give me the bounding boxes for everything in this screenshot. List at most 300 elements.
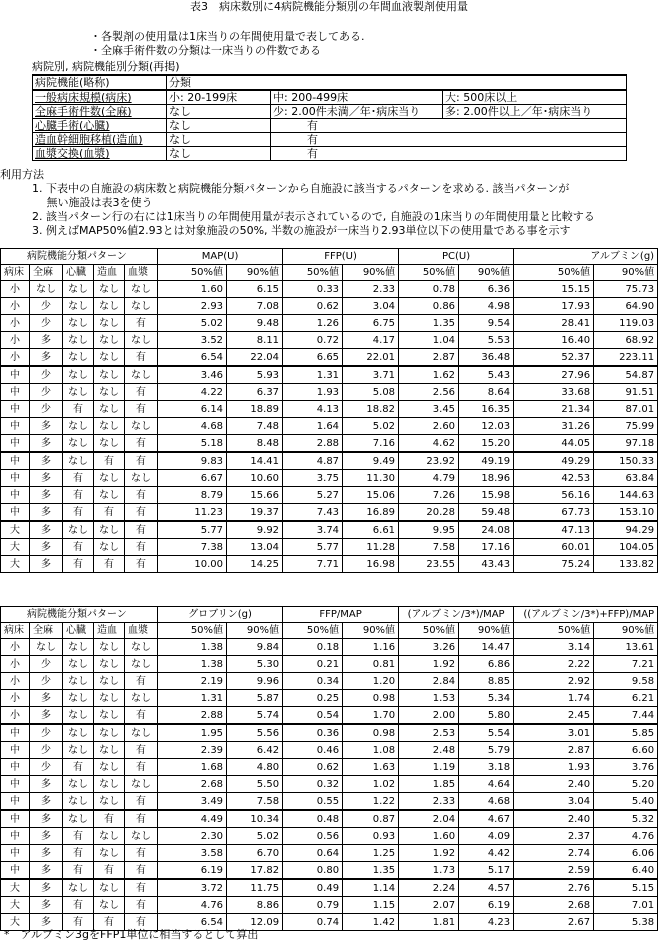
pattern-cell: 中 (1, 401, 30, 418)
value-cell: 1.31 (283, 366, 343, 384)
pattern-cell: 有 (63, 487, 94, 504)
value-cell: 3.74 (283, 521, 343, 539)
pattern-cell: 有 (125, 914, 158, 931)
pattern-cell: なし (63, 349, 94, 367)
value-cell: 0.93 (343, 828, 399, 845)
pattern-cell: なし (125, 724, 158, 742)
pattern-cell: 多 (30, 793, 63, 811)
value-cell: 1.62 (399, 366, 459, 384)
measure-header: MAP(U) (158, 249, 283, 265)
value-cell: 1.15 (343, 897, 399, 914)
value-cell: 59.48 (459, 504, 514, 522)
pattern-header: 病床 (1, 623, 30, 639)
value-cell: 0.32 (283, 776, 343, 793)
value-cell: 15.98 (459, 487, 514, 504)
value-cell: 6.60 (594, 742, 658, 759)
value-cell: 2.84 (399, 673, 459, 690)
value-cell: 1.63 (343, 759, 399, 776)
pattern-header: 心臓 (63, 623, 94, 639)
pattern-cell: 有 (125, 845, 158, 862)
percentile-header: 90%値 (594, 265, 658, 281)
pattern-cell: 中 (1, 384, 30, 401)
value-cell: 0.33 (283, 281, 343, 298)
value-cell: 5.87 (227, 690, 283, 707)
value-cell: 2.68 (514, 897, 594, 914)
value-cell: 1.19 (399, 759, 459, 776)
usage-item: 2. 該当パターン行の右には1床当りの年間使用量が表示されているので, 自施設の1床当りの年間使用量と比較する (32, 210, 595, 223)
value-cell: 2.67 (514, 914, 594, 931)
pattern-cell: なし (94, 521, 125, 539)
pattern-cell: 大 (1, 897, 30, 914)
pattern-cell: なし (63, 452, 94, 470)
value-cell: 1.25 (343, 845, 399, 862)
value-cell: 2.40 (514, 810, 594, 828)
value-cell: 63.84 (594, 470, 658, 487)
value-cell: 49.19 (459, 452, 514, 470)
pattern-cell: 有 (125, 810, 158, 828)
pattern-cell: なし (94, 897, 125, 914)
pattern-group-header: 病院機能分類パターン (1, 249, 158, 265)
value-cell: 87.01 (594, 401, 658, 418)
pattern-cell: 有 (125, 879, 158, 897)
value-cell: 5.93 (227, 366, 283, 384)
value-cell: 2.92 (514, 673, 594, 690)
value-cell: 5.85 (594, 724, 658, 742)
classification-row (33, 133, 627, 147)
value-cell: 1.08 (343, 742, 399, 759)
value-cell: 4.49 (158, 810, 227, 828)
pattern-cell: なし (94, 384, 125, 401)
note-line: ・各製剤の使用量は1床当りの年間使用量で表してある. (90, 30, 365, 43)
pattern-cell: なし (63, 384, 94, 401)
pattern-cell: 少 (30, 724, 63, 742)
value-cell: 3.49 (158, 793, 227, 811)
pattern-cell: なし (94, 742, 125, 759)
value-cell: 5.08 (343, 384, 399, 401)
percentile-header: 50%値 (514, 265, 594, 281)
pattern-cell: なし (125, 828, 158, 845)
pattern-cell: 中 (1, 742, 30, 759)
pattern-cell: なし (63, 656, 94, 673)
pattern-cell: なし (94, 401, 125, 418)
value-cell: 11.30 (343, 470, 399, 487)
value-cell: 7.01 (594, 897, 658, 914)
value-cell: 2.33 (343, 281, 399, 298)
pattern-cell: なし (94, 332, 125, 349)
percentile-header: 50%値 (158, 265, 227, 281)
value-cell: 5.74 (227, 707, 283, 725)
pattern-cell: 有 (94, 810, 125, 828)
percentile-header: 90%値 (459, 265, 514, 281)
value-cell: 7.21 (594, 656, 658, 673)
pattern-cell: 多 (30, 435, 63, 453)
classification-row (33, 90, 627, 105)
table-row (1, 690, 658, 707)
row-name: 心臓手術(心臓) (33, 119, 167, 133)
value-cell: 4.13 (283, 401, 343, 418)
value-cell: 11.75 (227, 879, 283, 897)
value-cell: 20.28 (399, 504, 459, 522)
pattern-header: 病床 (1, 265, 30, 281)
pattern-cell: 有 (125, 793, 158, 811)
value-cell: 2.48 (399, 742, 459, 759)
value-cell: 6.54 (158, 349, 227, 367)
value-cell: 22.04 (227, 349, 283, 367)
pattern-cell: なし (94, 879, 125, 897)
pattern-cell: なし (63, 879, 94, 897)
value-cell: 223.11 (594, 349, 658, 367)
pattern-cell: なし (94, 298, 125, 315)
pattern-cell: なし (63, 810, 94, 828)
value-cell: 3.75 (283, 470, 343, 487)
class-cell: なし (167, 105, 271, 119)
value-cell: 7.16 (343, 435, 399, 453)
measure-header: FFP/MAP (283, 607, 399, 623)
value-cell: 52.37 (514, 349, 594, 367)
measure-header: PC(U) (399, 249, 514, 265)
pattern-cell: 有 (63, 914, 94, 931)
pattern-cell: なし (63, 332, 94, 349)
value-cell: 0.86 (399, 298, 459, 315)
pattern-cell: 有 (63, 759, 94, 776)
value-cell: 33.68 (514, 384, 594, 401)
value-cell: 6.40 (594, 862, 658, 880)
value-cell: 11.23 (158, 504, 227, 522)
table-row (1, 828, 658, 845)
pattern-cell: 少 (30, 742, 63, 759)
value-cell: 8.11 (227, 332, 283, 349)
usage-label: 利用方法 (0, 168, 44, 181)
value-cell: 9.95 (399, 521, 459, 539)
value-cell: 3.01 (514, 724, 594, 742)
percentile-header: 50%値 (158, 623, 227, 639)
value-cell: 1.38 (158, 639, 227, 656)
value-cell: 9.48 (227, 315, 283, 332)
usage-item: 3. 例えばMAP50%値2.93とは対象施設の50%, 半数の施設が一床当り2.93単位以下の使用量である事を示す (32, 224, 571, 237)
pattern-cell: 有 (63, 470, 94, 487)
classification-row (33, 105, 627, 119)
pattern-cell: なし (94, 539, 125, 556)
value-cell: 5.34 (459, 690, 514, 707)
value-cell: 1.38 (158, 656, 227, 673)
pattern-cell: 有 (94, 914, 125, 931)
value-cell: 23.55 (399, 556, 459, 573)
value-cell: 0.74 (283, 914, 343, 931)
value-cell: 1.92 (399, 845, 459, 862)
usage-item: 1. 下表中の自施設の病床数と病院機能分類パターンから自施設に該当するパターンを求める. 該当パターンが (32, 182, 570, 195)
pattern-cell: なし (94, 759, 125, 776)
value-cell: 2.19 (158, 673, 227, 690)
pattern-cell: 中 (1, 435, 30, 453)
value-cell: 5.38 (594, 914, 658, 931)
class-cell: 少: 2.00件未満／年･病床当り (271, 105, 443, 119)
value-cell: 12.03 (459, 418, 514, 435)
usage-table-1 (0, 248, 658, 573)
value-cell: 18.82 (343, 401, 399, 418)
pattern-cell: なし (125, 332, 158, 349)
value-cell: 6.19 (459, 897, 514, 914)
value-cell: 0.87 (343, 810, 399, 828)
value-cell: 3.58 (158, 845, 227, 862)
pattern-cell: 多 (30, 879, 63, 897)
value-cell: 0.46 (283, 742, 343, 759)
value-cell: 4.76 (594, 828, 658, 845)
value-cell: 16.40 (514, 332, 594, 349)
value-cell: 144.63 (594, 487, 658, 504)
pattern-cell: 小 (1, 315, 30, 332)
value-cell: 6.37 (227, 384, 283, 401)
pattern-cell: 少 (30, 673, 63, 690)
value-cell: 5.32 (594, 810, 658, 828)
table-row (1, 349, 658, 367)
class-cell: 有 (271, 119, 627, 133)
pattern-cell: なし (94, 690, 125, 707)
value-cell: 17.82 (227, 862, 283, 880)
value-cell: 14.47 (459, 639, 514, 656)
pattern-cell: なし (125, 298, 158, 315)
pattern-cell: なし (94, 845, 125, 862)
pattern-cell: なし (63, 315, 94, 332)
pattern-group-header: 病院機能分類パターン (1, 607, 158, 623)
value-cell: 15.06 (343, 487, 399, 504)
value-cell: 11.28 (343, 539, 399, 556)
value-cell: 6.67 (158, 470, 227, 487)
pattern-cell: なし (125, 656, 158, 673)
pattern-header: 心臓 (63, 265, 94, 281)
pattern-cell: 少 (30, 366, 63, 384)
value-cell: 0.55 (283, 793, 343, 811)
value-cell: 1.26 (283, 315, 343, 332)
table-row (1, 384, 658, 401)
value-cell: 3.04 (514, 793, 594, 811)
pattern-cell: 有 (125, 673, 158, 690)
header-row (1, 249, 658, 265)
value-cell: 3.52 (158, 332, 227, 349)
pattern-cell: 多 (30, 452, 63, 470)
value-cell: 5.27 (283, 487, 343, 504)
value-cell: 44.05 (514, 435, 594, 453)
value-cell: 6.42 (227, 742, 283, 759)
value-cell: 2.07 (399, 897, 459, 914)
table-row (1, 504, 658, 522)
value-cell: 94.29 (594, 521, 658, 539)
pattern-cell: 多 (30, 504, 63, 522)
value-cell: 1.16 (343, 639, 399, 656)
pattern-cell: 多 (30, 349, 63, 367)
value-cell: 12.09 (227, 914, 283, 931)
value-cell: 8.48 (227, 435, 283, 453)
value-cell: 9.92 (227, 521, 283, 539)
value-cell: 0.56 (283, 828, 343, 845)
pattern-cell: なし (63, 366, 94, 384)
value-cell: 4.64 (459, 776, 514, 793)
value-cell: 1.93 (514, 759, 594, 776)
value-cell: 7.44 (594, 707, 658, 725)
value-cell: 7.26 (399, 487, 459, 504)
value-cell: 119.03 (594, 315, 658, 332)
pattern-cell: 有 (63, 845, 94, 862)
value-cell: 1.95 (158, 724, 227, 742)
value-cell: 9.54 (459, 315, 514, 332)
header-row (1, 607, 658, 623)
class-cell: 有 (271, 133, 627, 147)
value-cell: 1.60 (399, 828, 459, 845)
value-cell: 7.08 (227, 298, 283, 315)
value-cell: 3.26 (399, 639, 459, 656)
pattern-cell: 有 (94, 862, 125, 880)
pattern-cell: なし (63, 281, 94, 298)
value-cell: 16.35 (459, 401, 514, 418)
pattern-cell: 多 (30, 521, 63, 539)
value-cell: 7.58 (227, 793, 283, 811)
value-cell: 7.38 (158, 539, 227, 556)
pattern-cell: 有 (125, 315, 158, 332)
table-row (1, 539, 658, 556)
table-row (1, 776, 658, 793)
value-cell: 5.50 (227, 776, 283, 793)
value-cell: 1.68 (158, 759, 227, 776)
pattern-cell: 有 (125, 384, 158, 401)
value-cell: 97.18 (594, 435, 658, 453)
pattern-cell: 多 (30, 897, 63, 914)
pattern-cell: なし (94, 418, 125, 435)
value-cell: 64.90 (594, 298, 658, 315)
value-cell: 10.00 (158, 556, 227, 573)
value-cell: 9.84 (227, 639, 283, 656)
pattern-cell: 有 (63, 556, 94, 573)
pattern-cell: 多 (30, 690, 63, 707)
pattern-cell: なし (125, 418, 158, 435)
pattern-cell: なし (63, 690, 94, 707)
classification-label: 病院別, 病院機能別分類(再掲) (32, 60, 180, 73)
pattern-cell: 有 (63, 504, 94, 522)
pattern-cell: 中 (1, 776, 30, 793)
value-cell: 1.93 (283, 384, 343, 401)
pattern-cell: なし (94, 349, 125, 367)
table-row (1, 298, 658, 315)
pattern-cell: 小 (1, 281, 30, 298)
value-cell: 10.34 (227, 810, 283, 828)
footnote: * アルブミン3gをFFP1単位に相当するとして算出 (4, 928, 259, 941)
pattern-cell: 少 (30, 315, 63, 332)
value-cell: 0.78 (399, 281, 459, 298)
value-cell: 75.24 (514, 556, 594, 573)
pattern-cell: 小 (1, 349, 30, 367)
table-row (1, 418, 658, 435)
pattern-cell: なし (63, 724, 94, 742)
value-cell: 7.58 (399, 539, 459, 556)
value-cell: 2.87 (399, 349, 459, 367)
table-row (1, 470, 658, 487)
percentile-header: 90%値 (343, 265, 399, 281)
value-cell: 2.88 (283, 435, 343, 453)
value-cell: 3.46 (158, 366, 227, 384)
pattern-cell: なし (125, 639, 158, 656)
value-cell: 2.37 (514, 828, 594, 845)
table-row (1, 556, 658, 573)
class-cell: 多: 2.00件以上／年･病床当り (443, 105, 627, 119)
pattern-cell: 有 (125, 521, 158, 539)
pattern-header: 全麻 (30, 265, 63, 281)
value-cell: 0.72 (283, 332, 343, 349)
pattern-cell: 多 (30, 862, 63, 880)
value-cell: 49.29 (514, 452, 594, 470)
class-cell: 大: 500床以上 (443, 90, 627, 105)
row-name: 全麻手術件数(全麻) (33, 105, 167, 119)
pattern-cell: なし (63, 418, 94, 435)
value-cell: 6.06 (594, 845, 658, 862)
pattern-cell: 有 (125, 759, 158, 776)
value-cell: 1.20 (343, 673, 399, 690)
table-row (1, 521, 658, 539)
table-row (1, 879, 658, 897)
value-cell: 8.85 (459, 673, 514, 690)
row-name: 造血幹細胞移植(造血) (33, 133, 167, 147)
value-cell: 6.14 (158, 401, 227, 418)
value-cell: 1.70 (343, 707, 399, 725)
pattern-cell: なし (94, 639, 125, 656)
percentile-header: 90%値 (227, 623, 283, 639)
value-cell: 5.79 (459, 742, 514, 759)
percentile-header: 50%値 (283, 623, 343, 639)
value-cell: 5.02 (227, 828, 283, 845)
pattern-cell: なし (94, 793, 125, 811)
value-cell: 18.96 (459, 470, 514, 487)
value-cell: 1.60 (158, 281, 227, 298)
value-cell: 0.62 (283, 298, 343, 315)
pattern-cell: 有 (125, 435, 158, 453)
pattern-cell: 小 (1, 639, 30, 656)
pattern-cell: 有 (63, 862, 94, 880)
value-cell: 21.34 (514, 401, 594, 418)
value-cell: 4.98 (459, 298, 514, 315)
table-row (1, 452, 658, 470)
page-title: 表3 病床数別に4病院機能分類別の年間血液製剤使用量 (190, 0, 468, 13)
table-row (1, 707, 658, 725)
value-cell: 4.09 (459, 828, 514, 845)
pattern-cell: 小 (1, 332, 30, 349)
pattern-cell: なし (63, 776, 94, 793)
pattern-cell: なし (94, 315, 125, 332)
percentile-header: 90%値 (459, 623, 514, 639)
class-cell: なし (167, 119, 271, 133)
pattern-cell: 有 (63, 401, 94, 418)
pattern-cell: 有 (125, 897, 158, 914)
percentile-header: 50%値 (399, 623, 459, 639)
table-row (1, 487, 658, 504)
pattern-cell: なし (94, 656, 125, 673)
value-cell: 5.77 (158, 521, 227, 539)
classification-table (32, 74, 627, 161)
value-cell: 5.18 (158, 435, 227, 453)
pattern-cell: なし (94, 673, 125, 690)
value-cell: 1.92 (399, 656, 459, 673)
value-cell: 153.10 (594, 504, 658, 522)
value-cell: 15.66 (227, 487, 283, 504)
value-cell: 4.42 (459, 845, 514, 862)
value-cell: 43.43 (459, 556, 514, 573)
value-cell: 4.57 (459, 879, 514, 897)
pattern-cell: 中 (1, 487, 30, 504)
value-cell: 0.98 (343, 724, 399, 742)
pattern-cell: 有 (94, 556, 125, 573)
value-cell: 5.53 (459, 332, 514, 349)
value-cell: 8.64 (459, 384, 514, 401)
pattern-header: 血漿 (125, 623, 158, 639)
pattern-cell: 小 (1, 298, 30, 315)
percentile-header: 90%値 (343, 623, 399, 639)
pattern-cell: なし (63, 793, 94, 811)
